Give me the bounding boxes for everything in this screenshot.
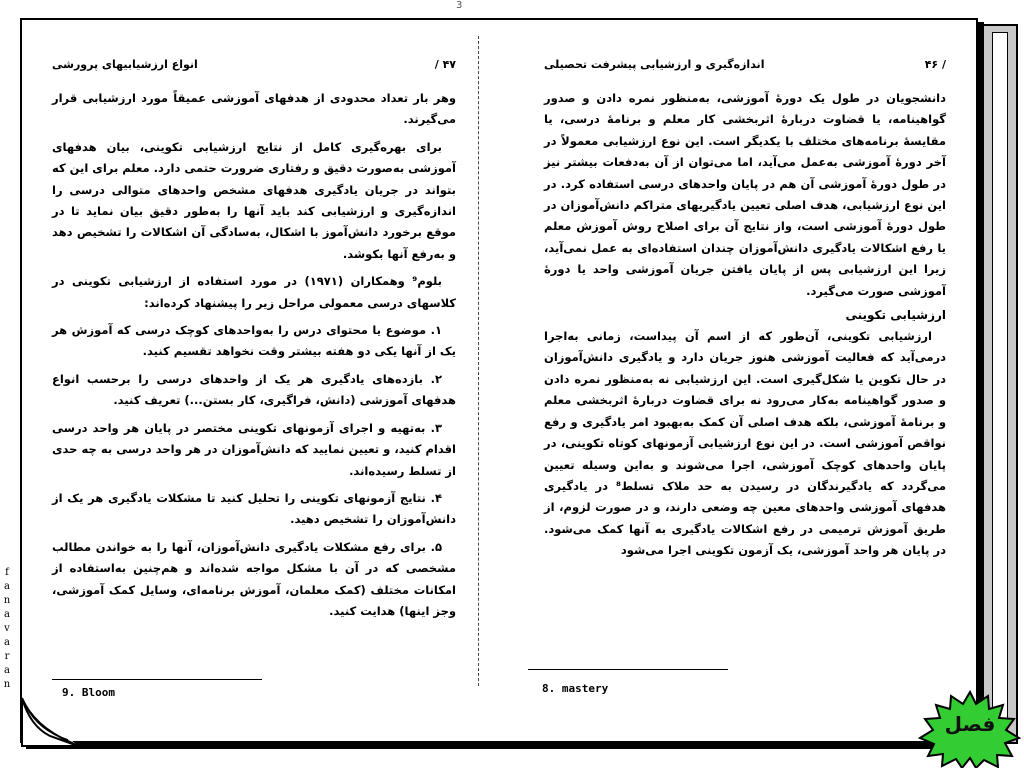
left-paragraph: وهر بار تعداد محدودی از هدفهای آموزشی عمیقاً مورد ارزشیابی قرار می‌گیرند.	[52, 91, 456, 127]
section-heading: ارزشیابی تکوینی	[845, 308, 946, 323]
watermark-letter: a	[4, 637, 10, 648]
top-mark: 3	[456, 0, 463, 11]
right-page-number: ۴۶ /	[924, 58, 946, 71]
watermark-letter: f	[5, 567, 9, 578]
right-running-head	[544, 58, 946, 74]
book-shadow-bottom	[26, 743, 984, 749]
page-divider	[478, 36, 480, 686]
book-spine-inner	[992, 32, 1008, 736]
list-item: ۳. به‌تهیه و اجرای آزمونهای تکوینی مختصر در پایان هر واحد درسی اقدام کنید، و تعیین نمایید که دانش‌آموزان در هر واحد درسی به چه حدی از تسلط رسیده‌اند.	[52, 420, 456, 478]
list-item: ۵. برای رفع مشکلات یادگیری دانش‌آموزان، آنها را به خواندن مطالب مشخصی که در آن با مشکل مواجه شده‌اند و هم‌چنین به‌استفاده از امکانات مختلف (کمک معلمان، آموزش برنامه‌ای، وسایل کمک آموزشی، وجز اینها) هدایت کنید.	[52, 539, 456, 618]
left-paragraph: برای بهره‌گیری کامل از نتایج ارزشیابی تکوینی، بیان هدفهای آموزشی به‌صورت دقیق و رفتاری ضرورت حتمی دارد. معلم برای این که بتواند در جریان یادگیری هدفهای مشخص واحدهای متوالی درسی را اندازه‌گیری و ارزشیابی کند باید آنها را به‌طور دقیق بیان نماید تا در موقع برخورد دانش‌آموز با اشکال، به‌سادگی آن اشکالات را تشخیص دهد و به‌رفع آنها بکوشد.	[52, 139, 456, 261]
right-page	[544, 58, 946, 568]
right-header-title: اندازه‌گیری و ارزشیابی پیشرفت تحصیلی	[544, 58, 765, 71]
watermark-letter: v	[4, 623, 10, 634]
list-item: ۴. نتایج آزمونهای تکوینی را تحلیل کنید تا مشکلات یادگیری هر یک از دانش‌آموزان را تشخیص دهید.	[52, 490, 456, 527]
left-page	[52, 58, 456, 628]
chapter-badge-label[interactable]: فصل	[944, 712, 996, 736]
right-footnote: 8. mastery	[542, 682, 609, 695]
watermark-letter: a	[4, 665, 10, 676]
right-paragraph: ارزشیابی تکوینی، آن‌طور که از اسم آن پیداست، زمانی به‌اجرا درمی‌آید که فعالیت آموزشی هنوز جریان دارد و یادگیری دانش‌آموزان در حال تکوین یا شکل‌گیری است. این ارزشیابی نه به‌منظور نمره دادن و صدور گواهینامه به‌کار می‌رود نه برای قضاوت دربارهٔ اثربخشی معلم و برنامهٔ آموزشی، بلکه هدف اصلی آن کمک به‌بهبود امر یادگیری و رفع نواقص آموزشی است. در این نوع ارزشیابی آزمونهای کوتاه تکوینی، در پایان واحدهای کوچک آموزشی، اجرا می‌شوند و به‌این وسیله تعیین می‌گردد که یادگیرندگان در رسیدن به حد ملاک تسلط⁸ در یادگیری هدفهای آموزشی واحدهای معین چه وضعی دارند، و در صورت لزوم، از طریق آموزش ترمیمی در رفع اشکالات یادگیری به آنها کمک می‌شود. در پایان هر واحد آموزشی، یک آزمون تکوینی اجرا می‌شود	[544, 329, 946, 558]
book-spine	[982, 24, 1018, 744]
watermark-letter: n	[3, 679, 11, 690]
watermark-letter: n	[3, 595, 11, 606]
right-footnote-rule	[528, 669, 728, 670]
watermark-letter: a	[4, 581, 10, 592]
page-curl-icon	[20, 696, 80, 748]
watermark-letter: a	[4, 609, 10, 620]
left-page-number: / ۴۷	[434, 58, 456, 71]
watermark-letters	[1, 566, 13, 692]
list-item: ۲. بازده‌های یادگیری هر یک از واحدهای درسی را برحسب انواع هدفهای آموزشی (دانش، فراگیری، کار بستن...) تعریف کنید.	[52, 371, 456, 408]
left-footnote-rule	[52, 679, 262, 680]
right-paragraph: دانشجویان در طول یک دورهٔ آموزشی، به‌منظور نمره دادن و صدور گواهینامه، یا قضاوت دربارهٔ اثربخشی کار معلم و برنامهٔ درسی، یا مقایسهٔ برنامه‌های مختلف با یکدیگر است. این نوع ارزشیابی معمولاً در آخر دورهٔ آموزشی به‌عمل می‌آید، اما می‌توان از آن به‌دفعات بیشتر نیز در طول دورهٔ آموزشی آن هم در پایان واحدهای درسی استفاده کرد. در این نوع ارزشیابی، هدف اصلی تعیین یادگیریهای متراکم دانش‌آموزان در طول دورهٔ آموزشی است، واز نتایج آن برای اصلاح روش آموزش معلم یا رفع اشکالات یادگیری دانش‌آموزان چندان استفاده‌ای به عمل نمی‌آید، زیرا این ارزشیابی پس از پایان یافتن جریان آموزشی واحد یا دورهٔ آموزشی صورت می‌گیرد.	[544, 91, 946, 298]
watermark-letter: r	[4, 651, 10, 662]
left-footnote: 9. Bloom	[62, 686, 115, 699]
list-item: ۱. موضوع یا محتوای درس را به‌واحدهای کوچک درسی که آموزش هر یک از آنها یکی دو هفته بیشتر وقت نخواهد تقسیم کنید.	[52, 323, 456, 359]
left-running-head	[52, 58, 456, 74]
left-header-title: انواع ارزشیابیهای پرورشی	[52, 58, 198, 71]
left-paragraph: بلوم⁹ وهمکاران (۱۹۷۱) در مورد استفاده از ارزشیابی تکوینی در کلاسهای درسی معمولی مراحل زیر را پیشنهاد کرده‌اند:	[52, 274, 456, 310]
